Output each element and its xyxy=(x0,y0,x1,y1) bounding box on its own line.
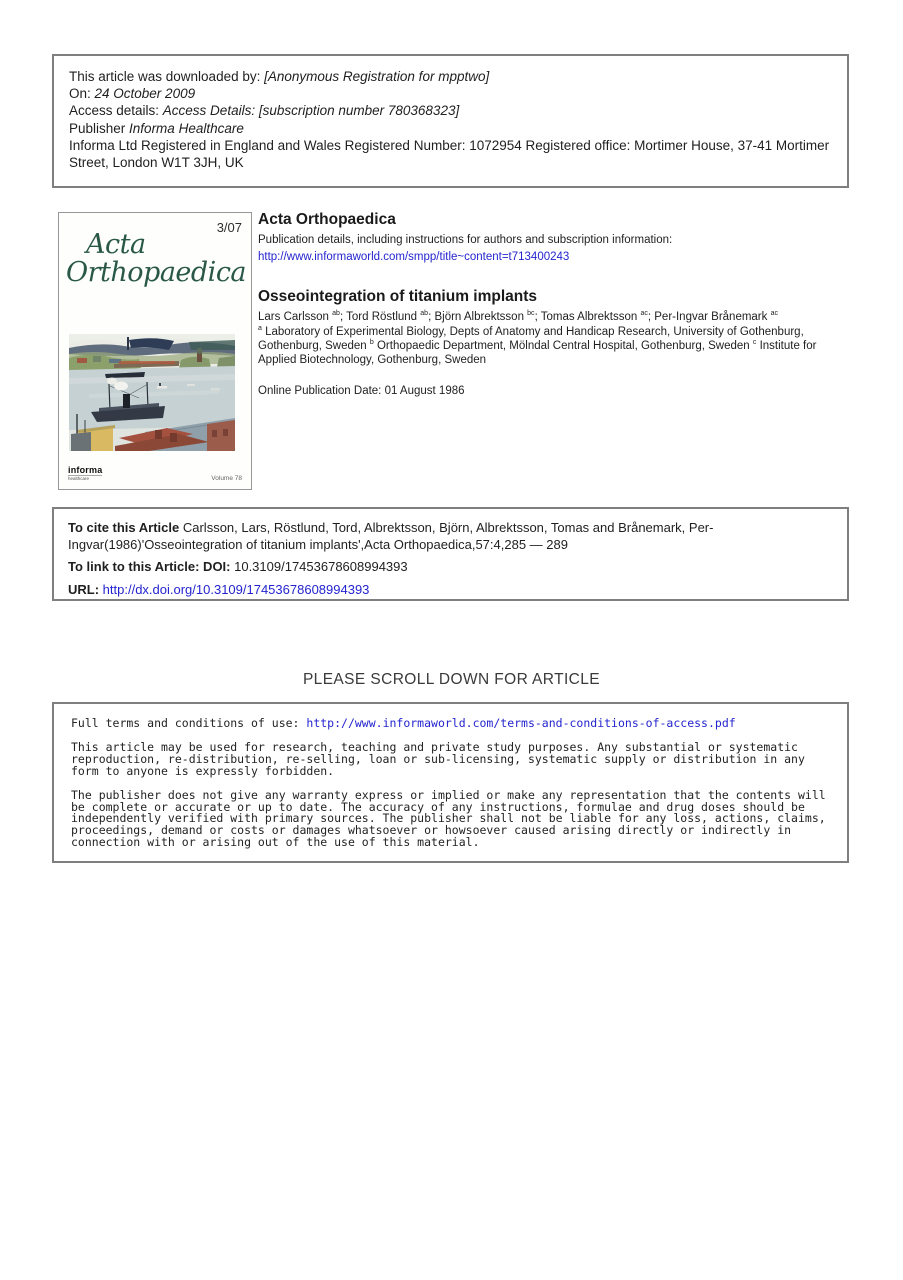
article-title: Osseointegration of titanium implants xyxy=(258,288,538,305)
publication-details-text: Publication details, including instructions for authors and subscription information: xyxy=(258,234,673,246)
doi-line xyxy=(68,559,833,576)
cite-label: To cite this Article xyxy=(68,520,180,535)
access-value: Access Details: [subscription number 780368323] xyxy=(162,103,460,119)
cover-footer xyxy=(68,466,242,482)
cite-text: Carlsson, Lars, Röstlund, Tord, Albrektsson, Björn, Albrektsson, Tomas and Brånemark, Per-Ingvar(1986)'Osseointegration of titanium implants',Acta Orthopaedica,57:4,285 — 289 xyxy=(68,520,714,552)
cover-painting xyxy=(69,334,235,451)
informa-logo-text: informa xyxy=(68,464,103,475)
url-label: URL: xyxy=(68,581,103,597)
affiliations: $^a$ Laboratory of Experimental Biology, Depts of Anatomy and Handicap Research, University of Gothenburg, Gothenburg, Sweden $^b$ Orthopaedic Department, Mölndal Central Hospital, Gothenburg, Sweden $^c$ Institute for Applied Biotechnology, Gothenburg, Sweden xyxy=(258,325,817,366)
doi-value: 10.3109/17453678608994393 xyxy=(230,559,408,574)
doi-url-link[interactable]: http://dx.doi.org/10.3109/17453678608994393 xyxy=(102,581,370,597)
scroll-down-notice: PLEASE SCROLL DOWN FOR ARTICLE xyxy=(302,671,601,688)
download-notice-box xyxy=(52,54,849,188)
downloaded-by-value: [Anonymous Registration for mpptwo] xyxy=(264,69,490,84)
access-label: Access details: xyxy=(69,103,163,119)
publisher-value: Informa Healthcare xyxy=(129,120,244,136)
full-terms-line xyxy=(71,718,830,730)
download-date-value: 24 October 2009 xyxy=(94,86,196,102)
full-terms-label: Full terms and conditions of use: xyxy=(71,716,307,730)
publisher-line xyxy=(69,120,832,137)
online-publication-date: Online Publication Date: 01 August 1986 xyxy=(258,385,465,397)
terms-box xyxy=(52,702,849,863)
downloaded-by-label: This article was downloaded by: xyxy=(69,69,265,84)
authors-line: Lars Carlsson $^{ab}$; Tord Röstlund $^{ab}$; Björn Albrektsson $^{bc}$; Tomas Albrektsson $^{ac}$; Per-Ingvar Brånemark $^{ac}$ xyxy=(258,310,778,323)
terms-paragraph-1: This article may be used for research, teaching and private study purposes. Any substantial or systematic reproduction, re-distribution, re-selling, loan or sub-licensing, systematic supply or distribution in any form to anyone is expressly forbidden. xyxy=(71,739,805,778)
cover-title-line1: Acta xyxy=(86,229,146,260)
on-label: On: xyxy=(69,86,95,102)
informa-logo xyxy=(68,466,102,482)
publisher-label: Publisher xyxy=(69,120,130,136)
registered-office-line: Informa Ltd Registered in England and Wales Registered Number: 1072954 Registered office: Mortimer House, 37-41 Mortimer Street, London W1T 3JH, UK xyxy=(69,137,830,171)
cover-journal-title xyxy=(66,231,246,288)
volume-label: Volume 78 xyxy=(211,475,242,482)
journal-title: Acta Orthopaedica xyxy=(258,211,396,228)
downloaded-by-line xyxy=(69,68,832,85)
cover-title-line2: Orthopaedica xyxy=(66,257,247,289)
journal-header xyxy=(258,211,850,398)
citation-box xyxy=(52,507,849,601)
journal-url-link[interactable]: http://www.informaworld.com/smpp/title~content=t713400243 xyxy=(258,251,570,263)
cite-line xyxy=(68,520,833,553)
terms-url-link[interactable]: http://www.informaworld.com/terms-and-conditions-of-access.pdf xyxy=(306,716,736,730)
download-date-line xyxy=(69,85,832,102)
issue-number: 3/07 xyxy=(216,220,242,235)
url-line xyxy=(68,582,833,599)
informa-logo-subtext: healthcare xyxy=(68,475,102,482)
journal-cover xyxy=(58,212,252,490)
doi-label: To link to this Article: DOI: xyxy=(68,559,231,574)
access-details-line xyxy=(69,102,832,119)
terms-paragraph-2: The publisher does not give any warranty express or implied or make any representation that the contents will be complete or accurate or up to date. The accuracy of any instructions, formulae and drug doses should be independently verified with primary sources. The publisher shall not be liable for any loss, actions, claims, proceedings, demand or costs or damages whatsoever or howsoever caused arising directly or indirectly in connection with or arising out of the use of this material. xyxy=(71,787,826,850)
